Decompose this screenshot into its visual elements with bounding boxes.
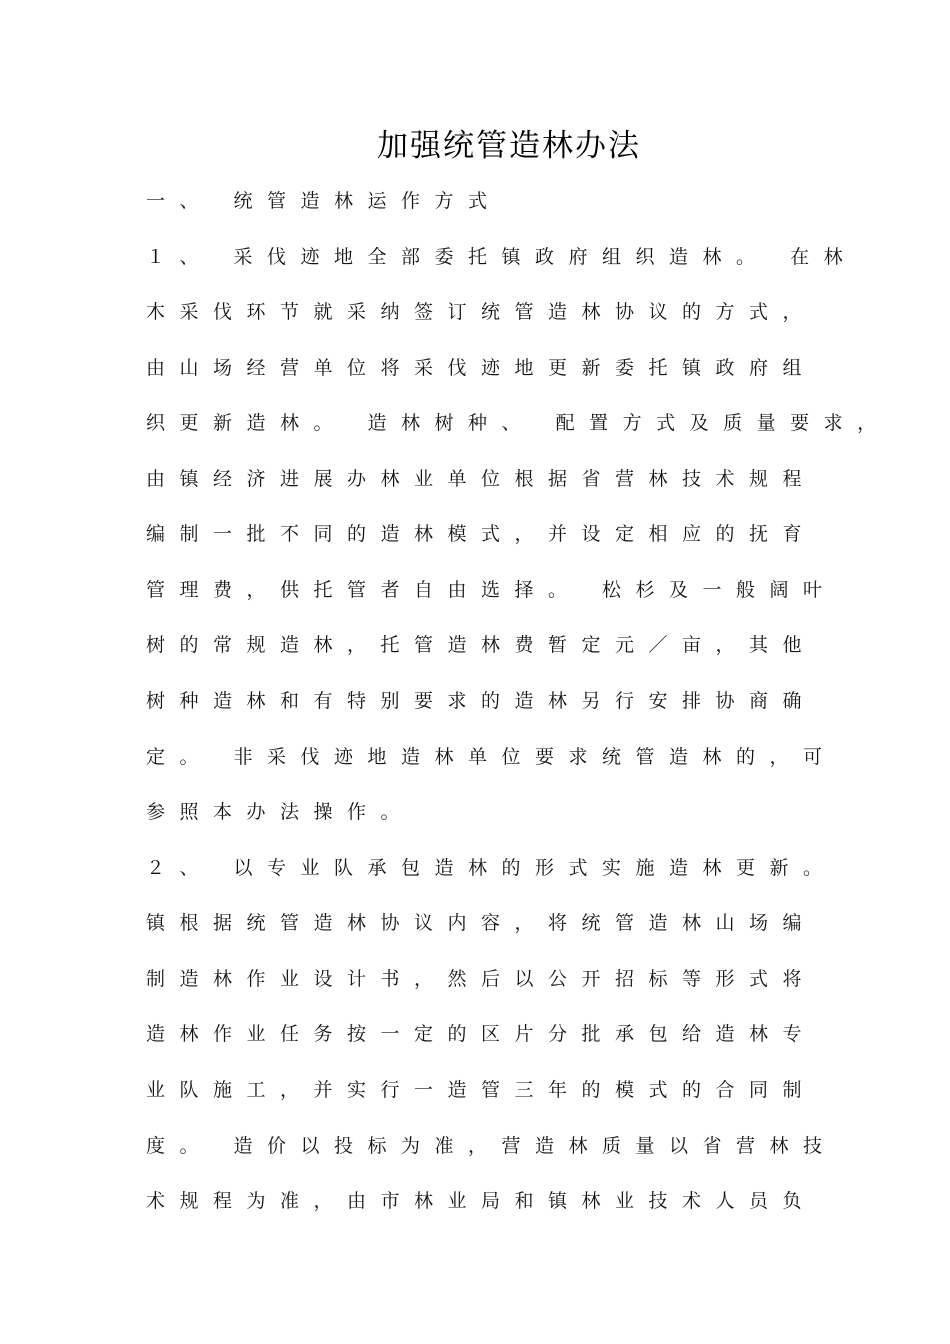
body-line: 造林作业任务按一定的区片分批承包给造林专 [146,1023,817,1045]
body-line: 定。 非采伐迹地造林单位要求统管造林的，可 [146,746,837,768]
body-line: ２、 以专业队承包造林的形式实施造林更新。 [146,857,837,879]
body-line: 树种造林和有特别要求的造林另行安排协商确 [146,690,817,712]
body-line: 度。 造价以投标为准，营造林质量以省营林技 [146,1135,837,1157]
section-heading: 一、 统管造林运作方式 [146,190,502,212]
body-line: 参照本办法操作。 [146,801,415,823]
body-line: １、 采伐迹地全部委托镇政府组织造林。 在林 [146,246,858,268]
body-line: 木采伐环节就采纳签订统管造林协议的方式， [146,301,817,323]
body-line: 制造林作业设计书，然后以公开招标等形式将 [146,968,817,990]
body-line: 术规程为准，由市林业局和镇林业技术人员负 [146,1190,817,1212]
body-line: 由镇经济进展办林业单位根据省营林技术规程 [146,468,817,490]
body-line: 树的常规造林，托管造林费暂定元／亩，其他 [146,634,817,656]
body-line: 编制一批不同的造林模式，并设定相应的抚育 [146,523,817,545]
document-title: 加强统管造林办法 [377,128,641,164]
body-line: 管理费，供托管者自由选择。 松杉及一般阔叶 [146,579,837,601]
body-line: 业队施工，并实行一造管三年的模式的合同制 [146,1079,817,1101]
body-line: 由山场经营单位将采伐迹地更新委托镇政府组 [146,357,817,379]
body-line: 镇根据统管造林协议内容，将统管造林山场编 [146,912,817,934]
body-line: 织更新造林。 造林树种、 配置方式及质量要求， [146,412,891,434]
